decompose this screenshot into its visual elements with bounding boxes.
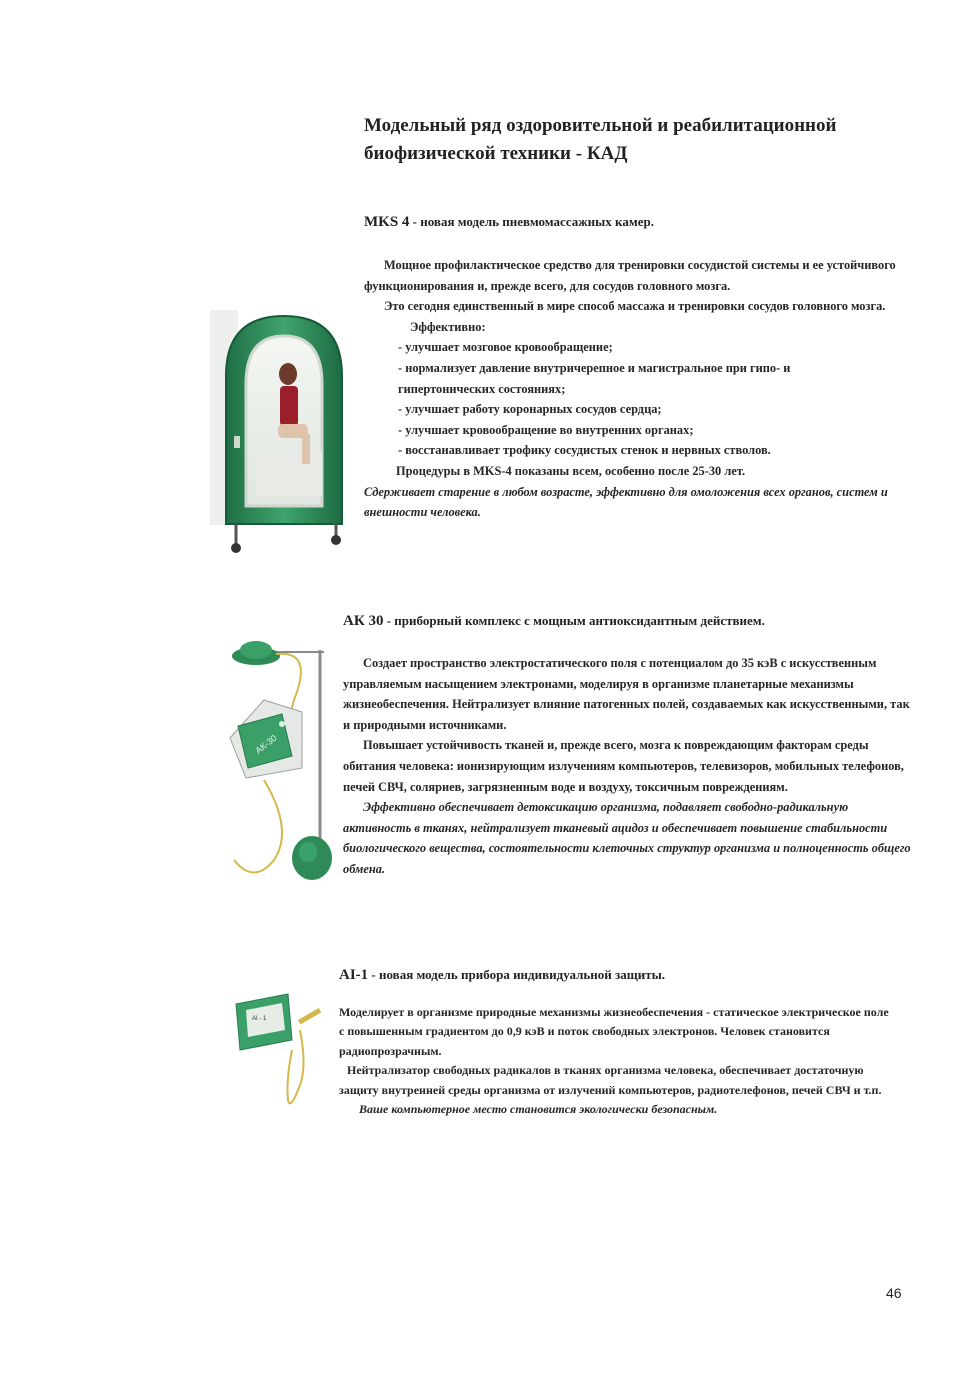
mks4-effective-label: Эффективно: bbox=[410, 319, 486, 334]
ak30-device-image bbox=[224, 630, 339, 890]
ak30-description bbox=[343, 653, 918, 880]
page-title: Модельный ряд оздоровительной и реабилитационной биофизической техники - КАД bbox=[364, 115, 837, 164]
ai1-heading bbox=[339, 967, 919, 984]
ai1-device-label: AI - 1 bbox=[252, 1016, 267, 1022]
list-item: - восстанавливает трофику сосудистых стенок и нервных стволов. bbox=[398, 443, 771, 458]
ak30-paragraph-1: Создает пространство электростатического поля с потенциалом до 35 кэВ с искусственным управляемым насыщением электронами, моделируя в организме планетарные механизмы жизнеобеспечения. Нейтрализует влияние патогенных полей, создаваемых как искусственными, так и природными источниками. bbox=[343, 656, 910, 732]
mks4-description bbox=[364, 255, 948, 523]
ai1-model-name: AI-1 bbox=[339, 967, 369, 983]
mks4-paragraph-1: Мощное профилактическое средство для тренировки сосудистой системы и ее устойчивого функционирования и, прежде всего, для сосудов головного мозга. bbox=[364, 258, 896, 293]
list-item: - улучшает мозговое кровообращение; bbox=[398, 340, 613, 355]
mks4-benefits-list bbox=[364, 337, 948, 461]
ai1-heading-text: - новая модель прибора индивидуальной защиты. bbox=[368, 967, 666, 982]
mks4-italic-note: Сдерживает старение в любом возрасте, эффективно для омоложения всех органов, систем и внешности человека. bbox=[364, 484, 888, 520]
mks4-heading bbox=[364, 214, 924, 231]
ai1-device-image bbox=[228, 990, 328, 1115]
ak30-paragraph-2: Повышает устойчивость тканей и, прежде всего, мозга к повреждающим факторам среды обитания человека: ионизирующим излучениям компьютеров, телевизоров, мобильных телефонов, печей СВЧ, соляриев, загрязненным воде и воздуху, токсичным повреждениям. bbox=[343, 738, 904, 794]
ak30-device-label: АК-30 bbox=[253, 732, 279, 756]
list-item: - нормализует давление внутричерепное и магистральное при гипо- и гипертонических состояниях; bbox=[398, 360, 791, 396]
page-number: 46 bbox=[886, 1285, 902, 1301]
ak30-italic-note: Эффективно обеспечивает детоксикацию организма, подавляет свободно-радикальную активность в тканях, нейтрализует тканевый ацидоз и обеспечивает повышение стабильности биологического вещества, состоятельности клеточных структур организма и полноценность общего обмена. bbox=[343, 800, 911, 876]
ai1-italic-note: Ваше компьютерное место становится экологически безопасным. bbox=[359, 1102, 718, 1117]
mks4-paragraph-2: Это сегодня единственный в мире способ массажа и тренировки сосудов головного мозга. bbox=[384, 299, 886, 314]
mks4-model-name: MKS 4 bbox=[364, 214, 410, 230]
ai1-paragraph-2: Нейтрализатор свободных радикалов в тканях организма человека, обеспечивает достаточную защиту внутренней среды организма от излучений компьютеров, радиотелефонов, печей СВЧ и т.п. bbox=[339, 1063, 882, 1097]
mks4-heading-text: - новая модель пневмомассажных камер. bbox=[409, 214, 654, 229]
ak30-model-name: АК 30 bbox=[343, 613, 384, 629]
list-item: - улучшает работу коронарных сосудов сердца; bbox=[398, 402, 662, 417]
ai1-paragraph-1: Моделирует в организме природные механизмы жизнеобеспечения - статическое электрическое поле с повышенным градиентом до 0,9 кэВ и поток свободных электронов. Человек становится радиопрозрачным. bbox=[339, 1005, 889, 1058]
list-item: - улучшает кровообращение во внутренних органах; bbox=[398, 422, 694, 437]
ai1-description bbox=[339, 1003, 891, 1119]
mks4-chamber-image bbox=[206, 306, 356, 556]
mks4-procedures: Процедуры в MKS-4 показаны всем, особенно после 25-30 лет. bbox=[396, 463, 746, 478]
ak30-heading-text: - приборный комплекс с мощным антиоксидантным действием. bbox=[383, 613, 765, 628]
ak30-heading bbox=[343, 613, 923, 630]
